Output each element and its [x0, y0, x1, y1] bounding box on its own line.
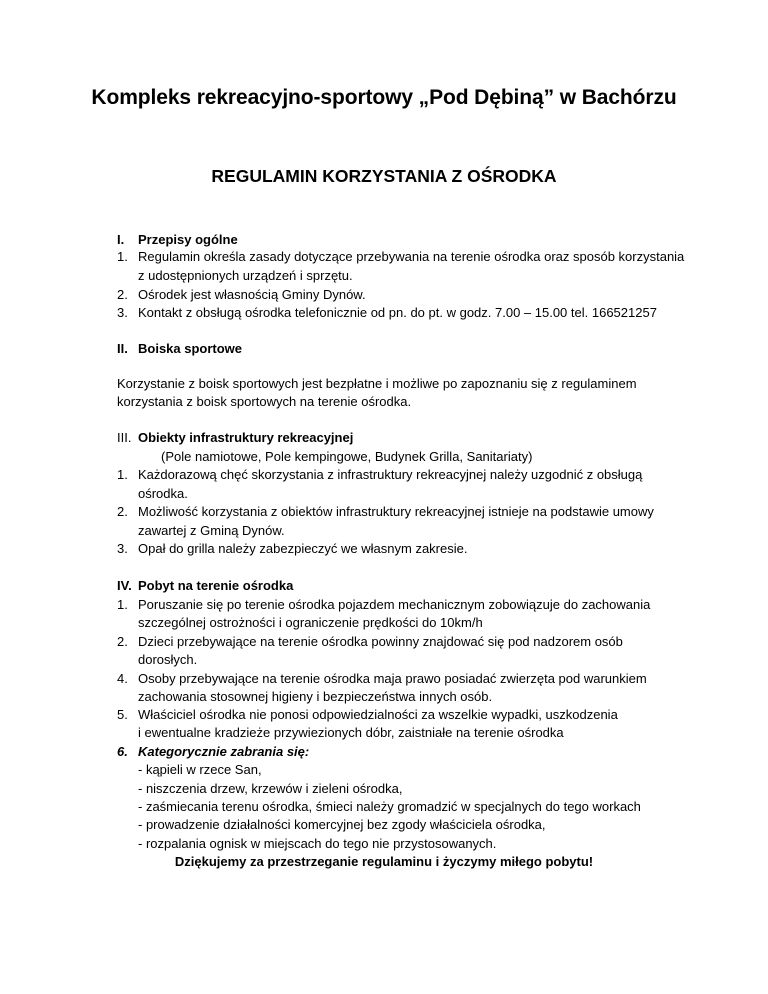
- section-4-item-number: 2.: [117, 634, 128, 649]
- section-3-item-number: 1.: [117, 467, 128, 482]
- section-4-item-line: dorosłych.: [138, 652, 198, 667]
- section-1-item-number: 2.: [117, 287, 128, 302]
- section-2-text-line: Korzystanie z boisk sportowych jest bezpłatne i możliwe po zapoznaniu się z regulaminem: [117, 376, 637, 391]
- prohibitions-heading: Kategorycznie zabrania się:: [138, 744, 310, 759]
- prohibition-item: - zaśmiecania terenu ośrodka, śmieci należy gromadzić w specjalnych do tego workach: [138, 799, 641, 814]
- section-4-item-number: 5.: [117, 707, 128, 722]
- section-2-heading: Boiska sportowe: [138, 341, 243, 356]
- section-3-item-line: zawartej z Gminą Dynów.: [138, 523, 285, 538]
- section-3-item-number: 3.: [117, 541, 128, 556]
- section-4-item-line: zachowania stosownej higieny i bezpieczeństwa innych osób.: [138, 689, 493, 704]
- prohibition-item: - prowadzenie działalności komercyjnej bez zgody właściciela ośrodka,: [138, 817, 546, 832]
- section-1-item-line: z udostępnionych urządzeń i sprzętu.: [138, 268, 353, 283]
- section-4-item-number: 1.: [117, 597, 128, 612]
- section-3-item-line: Możliwość korzystania z obiektów infrastruktury rekreacyjnej istnieje na podstawie umowy: [138, 504, 654, 519]
- section-3-item-number: 2.: [117, 504, 128, 519]
- section-1-item-line: Ośrodek jest własnością Gminy Dynów.: [138, 287, 366, 302]
- prohibition-item: - rozpalania ognisk w miejscach do tego nie przystosowanych.: [138, 836, 497, 851]
- section-4-item-line: Osoby przebywające na terenie ośrodka maja prawo posiadać zwierzęta pod warunkiem: [138, 671, 647, 686]
- section-1-item-line: Regulamin określa zasady dotyczące przebywania na terenie ośrodka oraz sposób korzystania: [138, 249, 685, 264]
- section-2-number: II.: [117, 341, 128, 356]
- section-4-heading: Pobyt na terenie ośrodka: [138, 578, 294, 593]
- prohibitions-number: 6.: [117, 744, 128, 759]
- section-1-item-line: Kontakt z obsługą ośrodka telefonicznie od pn. do pt. w godz. 7.00 – 15.00 tel. 166521257: [138, 305, 657, 320]
- page-title: Kompleks rekreacyjno-sportowy „Pod Dębiną” w Bachórzu: [91, 86, 677, 109]
- regulation-title: REGULAMIN KORZYSTANIA Z OŚRODKA: [211, 166, 557, 186]
- section-3-item-line: ośrodka.: [138, 486, 188, 501]
- section-3-item-line: Każdorazową chęć skorzystania z infrastruktury rekreacyjnej należy uzgodnić z obsługą: [138, 467, 643, 482]
- section-4-number: IV.: [117, 578, 132, 593]
- section-4-item-line: Poruszanie się po terenie ośrodka pojazdem mechanicznym zobowiązuje do zachowania: [138, 597, 651, 612]
- section-4-item-line: Właściciel ośrodka nie ponosi odpowiedzialności za wszelkie wypadki, uszkodzenia: [138, 707, 618, 722]
- section-4-item-line: szczególnej ostrożności i ograniczenie prędkości do 10km/h: [138, 615, 483, 630]
- section-3-number: III.: [117, 430, 132, 445]
- section-4-item-number: 4.: [117, 671, 128, 686]
- section-3-subheading: (Pole namiotowe, Pole kempingowe, Budynek Grilla, Sanitariaty): [161, 449, 533, 464]
- section-3-item-line: Opał do grilla należy zabezpieczyć we własnym zakresie.: [138, 541, 468, 556]
- section-1-item-number: 3.: [117, 305, 128, 320]
- prohibition-item: - niszczenia drzew, krzewów i zieleni ośrodka,: [138, 781, 403, 796]
- section-4-item-line: i ewentualne kradzieże przywiezionych dóbr, zaistniałe na terenie ośrodka: [138, 725, 564, 740]
- section-4-item-line: Dzieci przebywające na terenie ośrodka powinny znajdować się pod nadzorem osób: [138, 634, 623, 649]
- section-1-item-number: 1.: [117, 249, 128, 264]
- section-1-number: I.: [117, 232, 125, 247]
- section-1-heading: Przepisy ogólne: [138, 232, 238, 247]
- section-2-text-line: korzystania z boisk sportowych na terenie ośrodka.: [117, 394, 412, 409]
- prohibition-item: - kąpieli w rzece San,: [138, 762, 262, 777]
- section-3-heading: Obiekty infrastruktury rekreacyjnej: [138, 430, 354, 445]
- closing-note: Dziękujemy za przestrzeganie regulaminu i życzymy miłego pobytu!: [174, 854, 594, 869]
